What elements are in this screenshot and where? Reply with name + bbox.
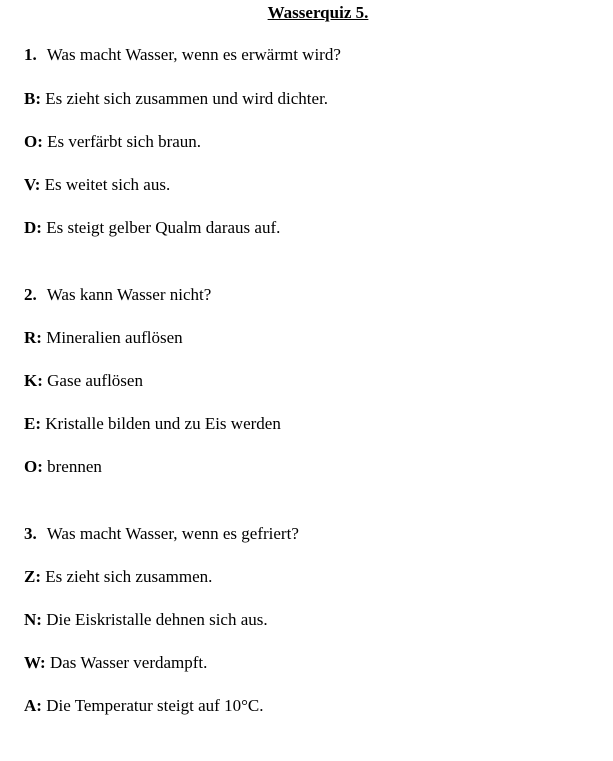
question-number: 2.	[24, 285, 37, 304]
answer-letter: K:	[24, 371, 43, 390]
answer-option	[24, 89, 328, 109]
answer-option	[24, 567, 212, 587]
answer-letter: B:	[24, 89, 41, 108]
page-title: Wasserquiz 5.	[267, 3, 369, 22]
answer-letter: A:	[24, 696, 42, 715]
question-text: Was kann Wasser nicht?	[46, 285, 212, 304]
answer-option	[24, 132, 201, 152]
answer-text: Es steigt gelber Qualm daraus auf.	[46, 218, 281, 237]
answer-text: Kristalle bilden und zu Eis werden	[45, 414, 281, 433]
answer-text: Es zieht sich zusammen.	[45, 567, 213, 586]
answer-text: Das Wasser verdampft.	[49, 653, 208, 672]
answer-text: Die Temperatur steigt auf 10°C.	[46, 696, 264, 715]
answer-letter: D:	[24, 218, 42, 237]
answer-letter: W:	[24, 653, 46, 672]
question-3	[24, 524, 299, 544]
answer-letter: Z:	[24, 567, 41, 586]
answer-option	[24, 414, 281, 434]
answer-text: Die Eiskristalle dehnen sich aus.	[46, 610, 268, 629]
answer-option	[24, 371, 143, 391]
answer-letter: R:	[24, 328, 42, 347]
answer-letter: N:	[24, 610, 42, 629]
question-text: Was macht Wasser, wenn es gefriert?	[46, 524, 299, 543]
question-text: Was macht Wasser, wenn es erwärmt wird?	[46, 45, 341, 64]
question-number: 1.	[24, 45, 37, 64]
answer-letter: O:	[24, 457, 43, 476]
question-1	[24, 45, 341, 65]
question-2	[24, 285, 211, 305]
answer-option	[24, 610, 268, 630]
answer-option	[24, 218, 280, 238]
answer-letter: E:	[24, 414, 41, 433]
question-number: 3.	[24, 524, 37, 543]
answer-letter: O:	[24, 132, 43, 151]
answer-text: Es zieht sich zusammen und wird dichter.	[45, 89, 329, 108]
answer-text: Gase auflösen	[47, 371, 143, 390]
answer-option	[24, 653, 207, 673]
answer-option	[24, 457, 102, 477]
answer-text: brennen	[47, 457, 102, 476]
answer-option	[24, 328, 183, 348]
answer-letter: V:	[24, 175, 41, 194]
answer-option	[24, 696, 263, 716]
answer-text: Es verfärbt sich braun.	[47, 132, 202, 151]
answer-text: Mineralien auflösen	[46, 328, 183, 347]
answer-option	[24, 175, 170, 195]
answer-text: Es weitet sich aus.	[44, 175, 171, 194]
